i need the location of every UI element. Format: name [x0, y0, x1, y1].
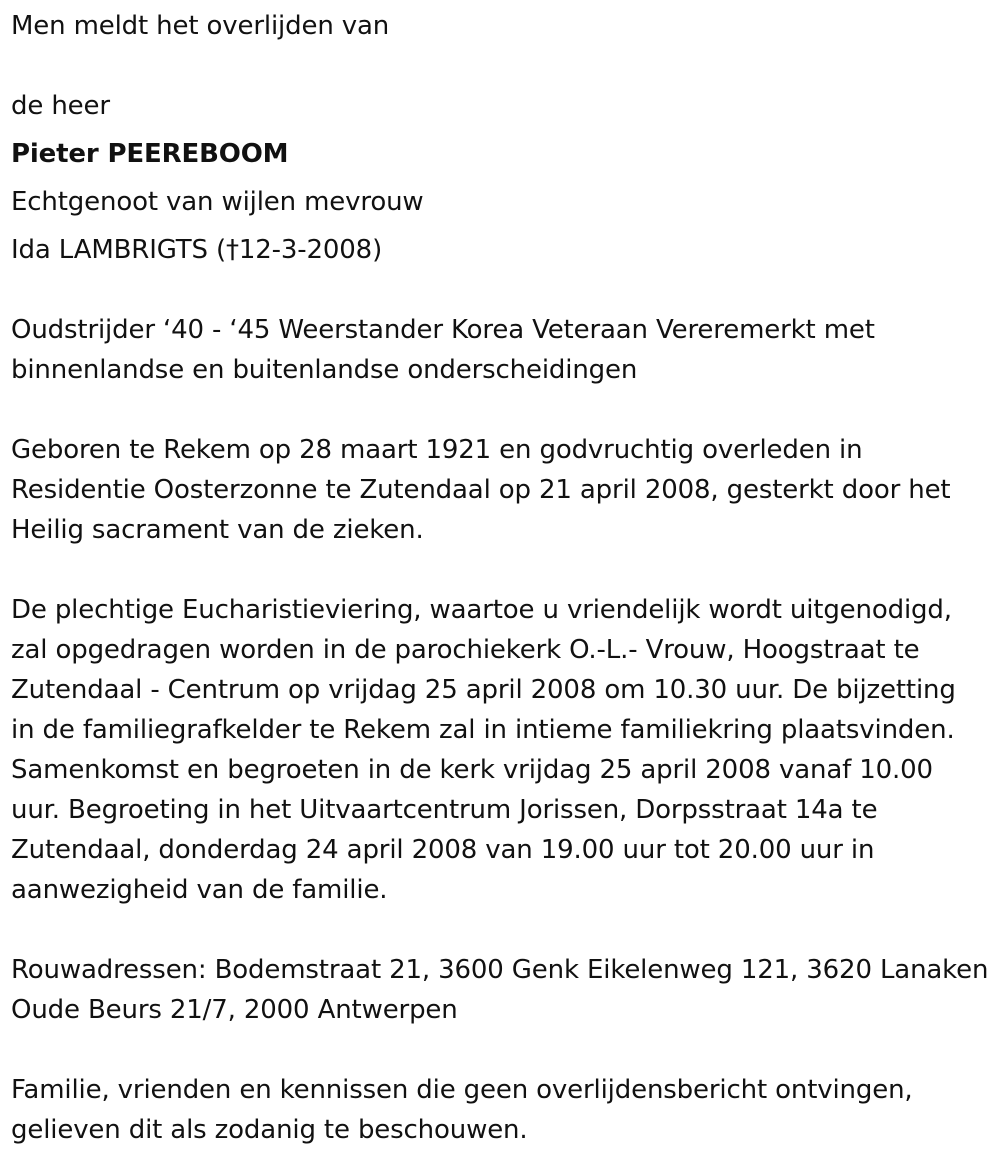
- closing-paragraph: [11, 1070, 996, 1150]
- honors-line: binnenlandse en buitenlandse onderscheidingen: [11, 355, 638, 385]
- intro-text: Men meldt het overlijden van: [11, 11, 390, 41]
- ceremony-paragraph: [11, 590, 996, 910]
- spouse-line-1: Echtgenoot van wijlen mevrouw: [11, 187, 424, 217]
- ceremony-line: Zutendaal, donderdag 24 april 2008 van 19.00 uur tot 20.00 uur in: [11, 835, 875, 865]
- ceremony-line: uur. Begroeting in het Uitvaartcentrum Jorissen, Dorpsstraat 14a te: [11, 795, 878, 825]
- spouse-line-2: Ida LAMBRIGTS (†12-3-2008): [11, 235, 383, 265]
- ceremony-line: in de familiegrafkelder te Rekem zal in intieme familiekring plaatsvinden.: [11, 715, 955, 745]
- addresses-paragraph: [11, 950, 996, 1030]
- ceremony-line: Zutendaal - Centrum op vrijdag 25 april 2008 om 10.30 uur. De bijzetting: [11, 675, 956, 705]
- closing-line: Familie, vrienden en kennissen die geen overlijdensbericht ontvingen,: [11, 1075, 913, 1105]
- deceased-name: Pieter PEEREBOOM: [11, 139, 289, 169]
- ceremony-line: De plechtige Eucharistieviering, waartoe u vriendelijk wordt uitgenodigd,: [11, 595, 952, 625]
- honors-paragraph: [11, 310, 996, 390]
- birth-death-line: Heilig sacrament van de zieken.: [11, 515, 424, 545]
- salutation-text: de heer: [11, 91, 110, 121]
- address-line: Oude Beurs 21/7, 2000 Antwerpen: [11, 995, 458, 1025]
- address-line: Rouwadressen: Bodemstraat 21, 3600 Genk Eikelenweg 121, 3620 Lanaken: [11, 955, 989, 985]
- closing-line: gelieven dit als zodanig te beschouwen.: [11, 1115, 528, 1145]
- ceremony-line: aanwezigheid van de familie.: [11, 875, 388, 905]
- ceremony-line: zal opgedragen worden in de parochiekerk O.-L.- Vrouw, Hoogstraat te: [11, 635, 920, 665]
- birth-death-paragraph: [11, 430, 996, 550]
- birth-death-line: Geboren te Rekem op 28 maart 1921 en godvruchtig overleden in: [11, 435, 863, 465]
- ceremony-line: Samenkomst en begroeten in de kerk vrijdag 25 april 2008 vanaf 10.00: [11, 755, 933, 785]
- birth-death-line: Residentie Oosterzonne te Zutendaal op 21 april 2008, gesterkt door het: [11, 475, 951, 505]
- honors-line: Oudstrijder ‘40 - ‘45 Weerstander Korea Veteraan Vereremerkt met: [11, 315, 875, 345]
